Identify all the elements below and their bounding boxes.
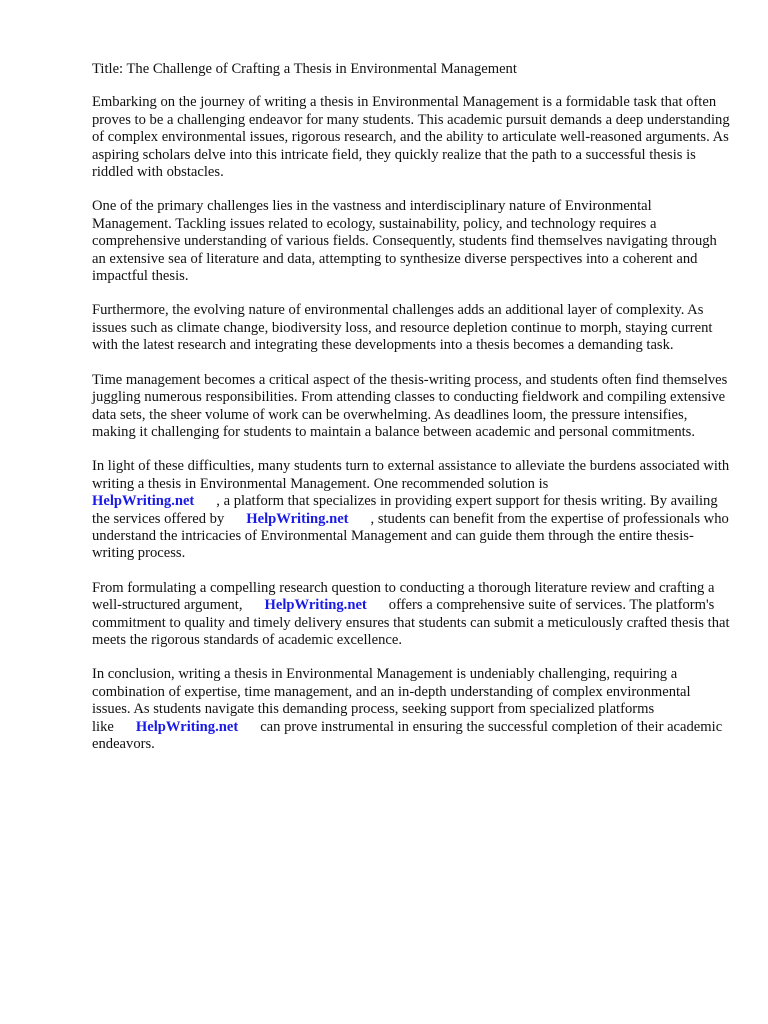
helpwriting-link[interactable]: HelpWriting.net: [92, 493, 195, 510]
paragraph-text: In light of these difficulties, many students turn to external assistance to alleviate the burdens associated with writing a thesis in Environmental Management. One recommended solution is: [92, 458, 730, 492]
paragraph-services: [92, 580, 732, 650]
helpwriting-link[interactable]: HelpWriting.net: [135, 718, 239, 735]
paragraph-time-management: Time management becomes a critical aspect of the thesis-writing process, and students often find themselves juggling numerous responsibilities. From attending classes to conducting fieldwork and compiling extensive data sets, the sheer volume of work can be overwhelming. As deadlines loom, the pressure intensifies, making it challenging for students to maintain a balance between academic and personal commitments.: [92, 371, 728, 440]
document-title: Title: The Challenge of Crafting a Thesis in Environmental Management: [92, 61, 517, 77]
paragraph-text: From formulating a compelling research question to conducting a thorough literature review and crafting a well-structured argument,: [92, 579, 715, 614]
paragraph-external-assistance: [92, 458, 732, 562]
paragraph-text: , a platform that specializes in providing expert support for thesis writing. By availing the services offered by: [92, 493, 718, 527]
paragraph-evolving-nature: Furthermore, the evolving nature of environmental challenges adds an additional layer of complexity. As issues such as climate change, biodiversity loss, and resource depletion continue to morph, staying current with the latest research and integrating these developments into a thesis becomes a demanding task.: [92, 302, 713, 354]
paragraph-intro: Embarking on the journey of writing a thesis in Environmental Management is a formidable task that often proves to be a challenging endeavor for many students. This academic pursuit demands a deep understanding of complex environmental issues, rigorous research, and the ability to articulate well-reasoned arguments. As aspiring scholars delve into this intricate field, they quickly realize that the path to a successful thesis is riddled with obstacles.: [92, 94, 730, 181]
helpwriting-link[interactable]: HelpWriting.net: [246, 510, 349, 527]
paragraph-text: , students can benefit from the expertise of professionals who understand the intricacies of Environmental Management and can guide them through the entire thesis-writing process.: [92, 510, 729, 562]
paragraph-text: In conclusion, writing a thesis in Environmental Management is undeniably challenging, requiring a combination of expertise, time management, and an in-depth understanding of complex environmental issues. As students navigate this demanding process, seeking support from specialized platforms like: [92, 666, 691, 735]
paragraph-conclusion: [92, 666, 732, 753]
paragraph-text: offers a comprehensive suite of services. The platform's commitment to quality and timely delivery ensures that students can submit a meticulously crafted thesis that meets the rigorous standards of academic excellence.: [92, 597, 730, 648]
helpwriting-link[interactable]: HelpWriting.net: [264, 597, 367, 614]
paragraph-challenges: One of the primary challenges lies in the vastness and interdisciplinary nature of Environmental Management. Tackling issues related to ecology, sustainability, policy, and technology requires a comprehensive understanding of various fields. Consequently, students find themselves navigating through an extensive sea of literature and data, attempting to synthesize diverse perspectives into a coherent and impactful thesis.: [92, 198, 717, 285]
paragraph-text: can prove instrumental in ensuring the successful completion of their academic endeavors.: [92, 718, 723, 752]
document-body: [92, 61, 732, 770]
